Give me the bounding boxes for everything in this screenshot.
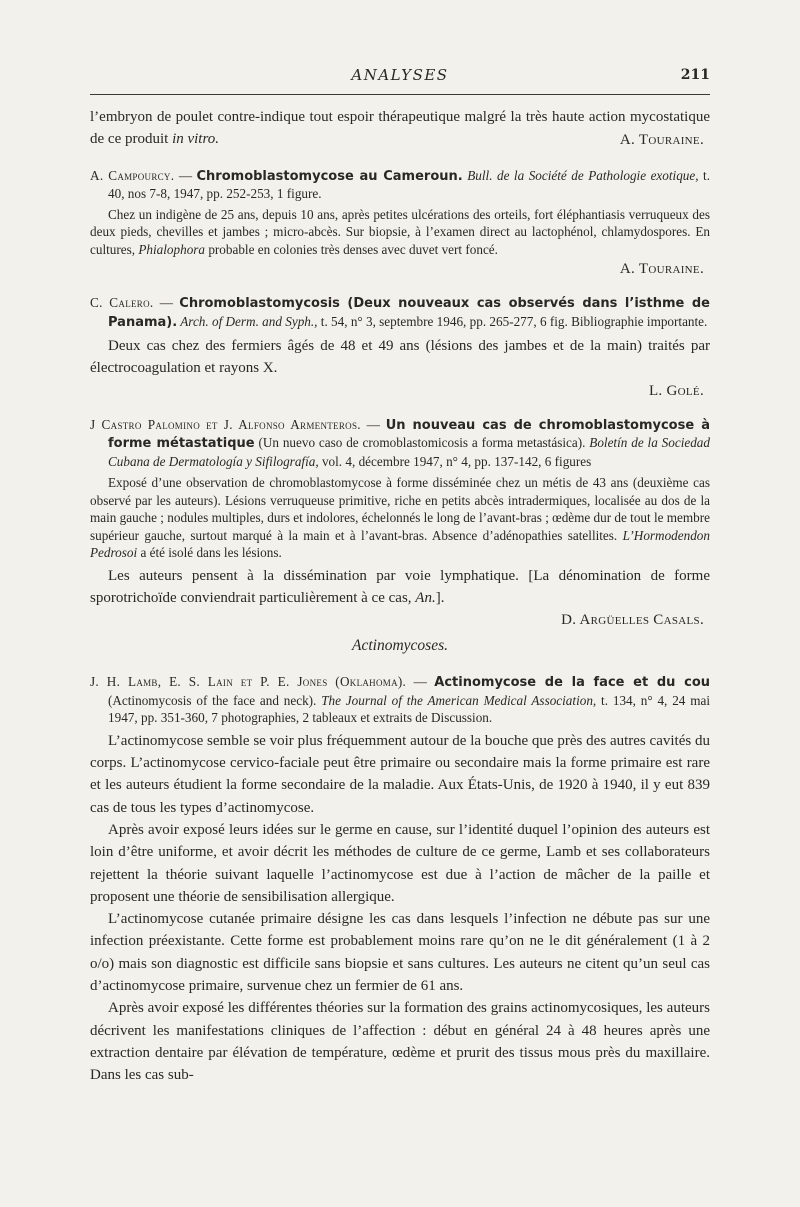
- header-rule: [90, 94, 710, 95]
- citation: A. Campourcy. — Chromoblastomycose au Cameroun. Bull. de la Société de Pathologie exotique, t. 40, nos 7-8, 1947, pp. 252-253, 1 figure.: [90, 167, 711, 202]
- citation-author: J. H. Lamb, E. S. Lain et P. E. Jones (Oklahoma).: [90, 674, 407, 690]
- review-calero: [90, 294, 710, 402]
- review-castro-palomino: [90, 416, 710, 632]
- review-body: Deux cas chez des fermiers âgés de 48 et 49 ans (lésions des jambes et de la main) traités par électrocoagulation et rayons X.: [90, 338, 710, 377]
- review-lamb: [90, 673, 710, 1086]
- review-body: Après avoir exposé leurs idées sur le germe en cause, sur l’identité duquel l’opinion des auteurs est loin d’être uniforme, et avoir décrit les méthodes de culture de ce germe, Lamb et ses collaborateurs rejettent la théorie suivant laquelle l’actinomycose est due à l’action de mâcher de la paille et proposent une théorie de sensibilisation allergique.: [90, 821, 710, 905]
- review-signature: D. Argüelles Casals.: [561, 612, 704, 629]
- running-title: ANALYSES: [351, 66, 449, 84]
- page-number: 211: [680, 67, 710, 83]
- citation-author: C. Calero.: [90, 295, 154, 311]
- page-header: [90, 66, 710, 86]
- citation-author: A. Campourcy.: [90, 167, 175, 183]
- citation: J Castro Palomino et J. Alfonso Armenteros. — Un nouveau cas de chromoblastomycose à forme métastatique (Un nuevo caso de cromoblastomicosis a forma metastásica). Boletín de la Sociedad Cubana de Dermatología y Sifilografía, vol. 4, décembre 1947, n° 4, pp. 137-142, 6 figures: [90, 416, 710, 469]
- page-body: [90, 106, 710, 1087]
- review-signature: L. Golé.: [648, 382, 704, 399]
- review-body: Après avoir exposé les différentes théories sur la formation des grains actinomycosiques, les auteurs décrivent les manifestations cliniques de l’affection : début en général 24 à 48 heures après une extraction dentaire par élévation de température, œdème et prurit des tissus mous près du maxillaire. Dans les cas sub-: [90, 1000, 710, 1084]
- citation: C. Calero. — Chromoblastomycosis (Deux nouveaux cas observés dans l’isthme de Panama). Arch. of Derm. and Syph., t. 54, n° 3, septembre 1946, pp. 265-277, 6 fig. Bibliographie importante.: [90, 295, 711, 330]
- review-body: Exposé d’une observation de chromoblastomycose à forme disséminée chez un métis de 43 ans (deuxième cas observé par les auteurs). Lésions verruqueuse primitive, riche en petits abcès intradermiques, localisée au dos de la main gauche ; nodules multiples, durs et indolores, échelonnés le long de l’avant-bras ; œdème dur de tout le membre supérieur gauche, surtout marqué à la main et à l’avant-bras. Absence d’adénopathies satellites. L’Hormodendon Pedrosoi a été isolé dans les lésions.: [90, 475, 711, 561]
- citation-title: Chromoblastomycosis (Deux nouveaux cas observés dans l’isthme de Panama).: [108, 296, 711, 330]
- citation-title: Chromoblastomycose au Cameroun.: [196, 168, 463, 184]
- citation-title: Un nouveau cas de chromoblastomycose à forme métastatique: [108, 417, 710, 452]
- review-body: L’actinomycose semble se voir plus fréquemment autour de la bouche que près des autres cavités du corps. L’actinomycose cervico-faciale peut être primaire ou secondaire mais la forme primaire est rare et les auteurs étudient la forme secondaire de la maladie. Aux États-Unis, de 1920 à 1940, il y eut 839 cas de tous les types d’actinomycose.: [90, 732, 710, 816]
- review-body: Chez un indigène de 25 ans, depuis 10 ans, après petites ulcérations des orteils, fort éléphantiasis verruqueux des deux pieds, chevilles et jambes ; micro-abcès. Sur biopsie, à l’examen direct au lactophénol, chlamydospores. En cultures, Phialophora probable en colonies très denses avec duvet vert foncé.: [90, 206, 710, 257]
- review-body: L’actinomycose cutanée primaire désigne les cas dans lesquels l’infection ne débute pas sur une infection préexistante. Cette forme est probablement moins rare qu’on ne le dit généralement (1 à 2 o/o) mais son diagnostic est difficile sans biopsie et sans cultures. Les auteurs ne citent qu’un seul cas d’actinomycose primaire, survenue chez un fermier de 61 ans.: [90, 911, 710, 995]
- review-signature: A. Touraine.: [619, 131, 704, 148]
- review-signature: A. Touraine.: [619, 261, 704, 278]
- citation-author: J Castro Palomino et J. Alfonso Armenteros.: [90, 416, 361, 432]
- continued-paragraph: l’embryon de poulet contre-indique tout espoir thérapeutique malgré la très haute action mycostatique de ce produit in vitro.: [90, 109, 710, 148]
- review-campourcy: [90, 167, 710, 281]
- review-body: Les auteurs pensent à la dissémination par voie lymphatique. [La dénomination de forme sporotrichoïde conviendrait particulièrement à ce cas, An.].: [90, 567, 710, 606]
- citation-title: Actinomycose de la face et du cou: [434, 675, 711, 691]
- section-heading: Actinomycoses.: [352, 637, 448, 655]
- citation: J. H. Lamb, E. S. Lain et P. E. Jones (Oklahoma). — Actinomycose de la face et du cou (Actinomycosis of the face and neck). The Journal of the American Medical Association, t. 134, n° 4, 24 mai 1947, pp. 351-360, 7 photographies, 2 tableaux et extraits de Discussion.: [90, 674, 711, 726]
